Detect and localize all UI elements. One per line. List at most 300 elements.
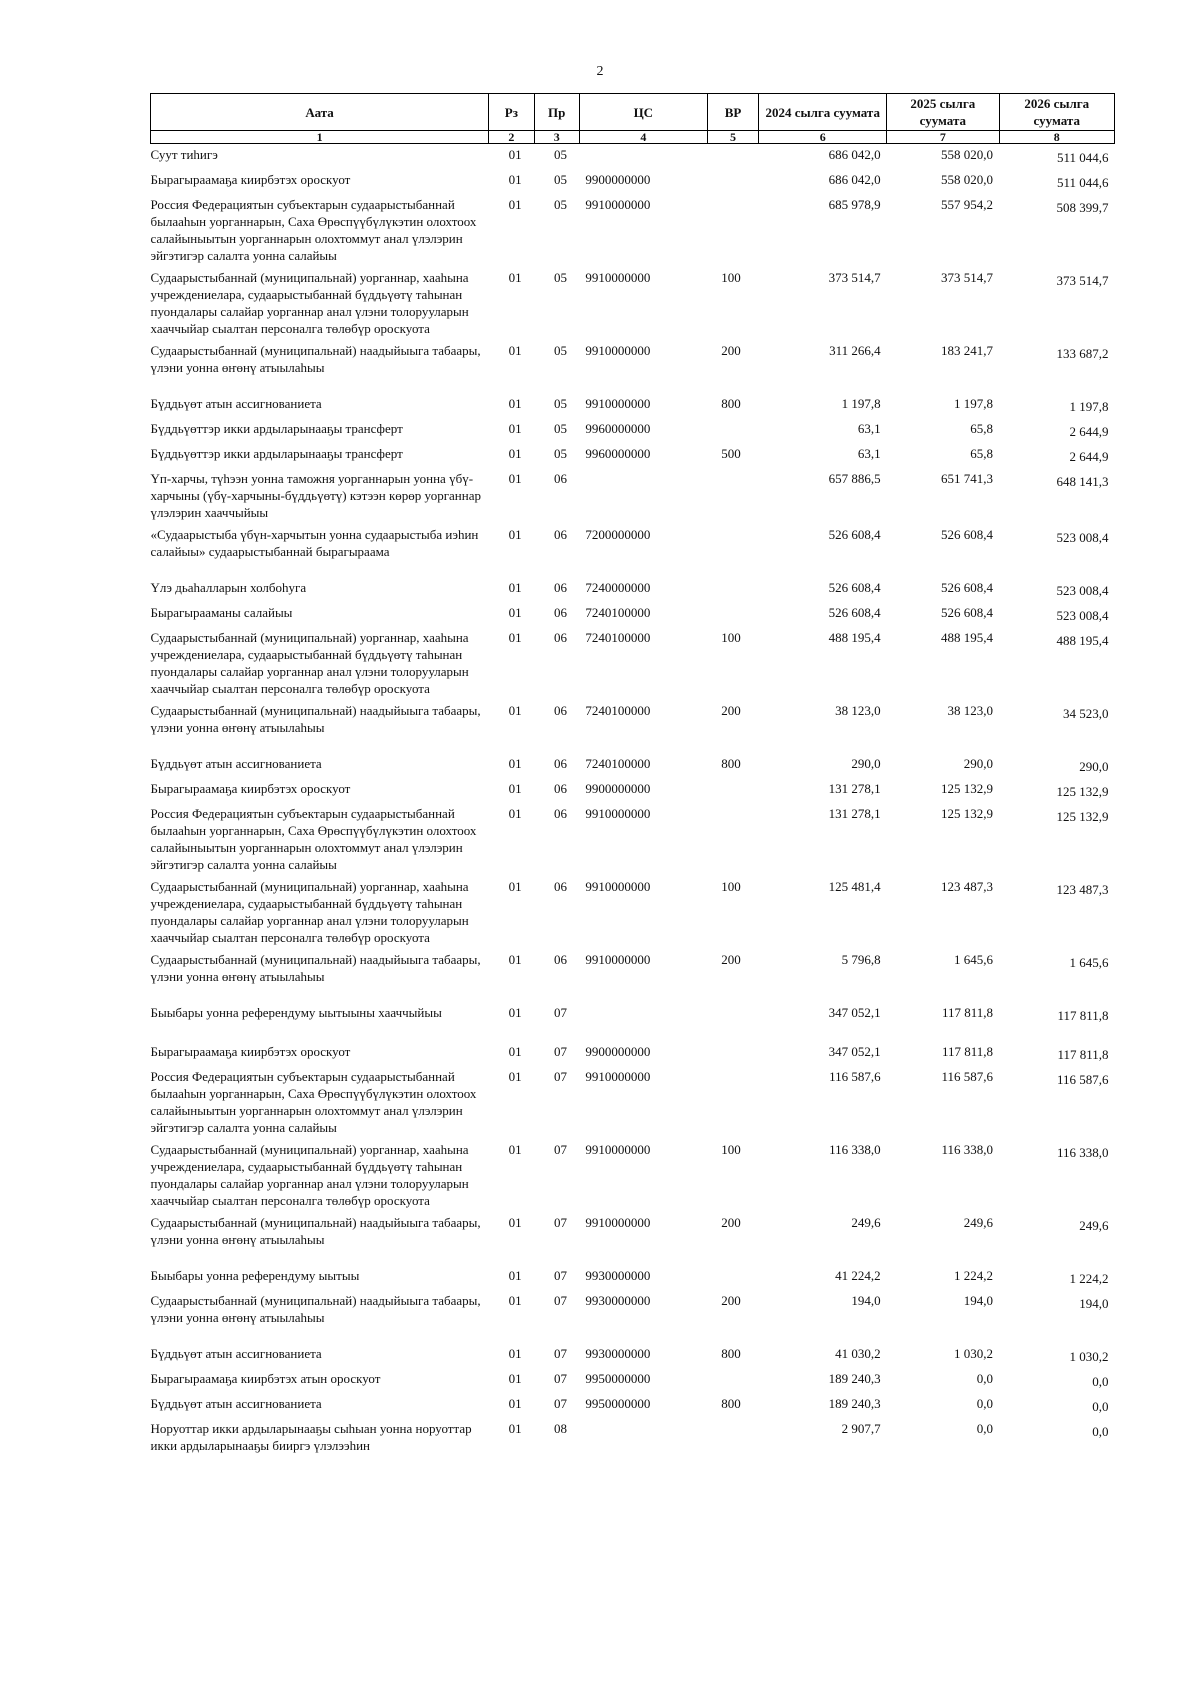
target-article-code: 9910000000 — [585, 952, 651, 967]
table-row — [151, 144, 1115, 170]
item-name: Быыбары уонна референдуму ыытыыны хааччыйыы — [150, 1005, 442, 1020]
item-name: Россия Федерациятын субъектарын судаарыстыбаннай былааһын уорганнарын, Саха Өрөспүүбүлүкэтин олохтоох салайыныытын уорганнарын олохтоммут анал үлэлэрин эйгэтигэр салалта уонна салайыы — [150, 806, 477, 872]
expense-type-code — [707, 194, 759, 267]
amount-2025: 0,0 — [976, 1371, 993, 1386]
amount-2024: 125 481,4 — [828, 879, 881, 894]
amount-2026: 133 687,2 — [1056, 346, 1109, 361]
section-code: 01 — [508, 1346, 522, 1361]
subsection-code: 05 — [554, 396, 568, 411]
subsection-code: 06 — [554, 952, 568, 967]
subsection-code: 05 — [554, 270, 568, 285]
item-name: Бырагыраамаҕа киирбэтэх ороскуот — [150, 1044, 351, 1059]
amount-2026: 116 338,0 — [1056, 1145, 1109, 1160]
amount-2026: 523 008,4 — [1056, 530, 1109, 545]
amount-2025: 183 241,7 — [941, 343, 993, 358]
subsection-code: 06 — [554, 580, 568, 595]
target-article-code: 9910000000 — [585, 270, 651, 285]
amount-2024: 526 608,4 — [828, 580, 881, 595]
table-row — [151, 393, 1115, 418]
subsection-code: 06 — [554, 879, 568, 894]
section-code: 01 — [508, 605, 522, 620]
amount-2025: 125 132,9 — [941, 781, 993, 796]
item-name: Бырагыраамаҕа киирбэтэх атын ороскуот — [150, 1371, 381, 1386]
row-spacer — [151, 988, 1115, 1002]
target-article-code — [579, 1002, 707, 1027]
amount-2024: 116 338,0 — [829, 1142, 881, 1157]
table-body — [151, 144, 1115, 1458]
expense-type-code — [707, 1368, 759, 1393]
section-code: 01 — [508, 1396, 522, 1411]
amount-2026: 116 587,6 — [1056, 1072, 1109, 1087]
table-row — [151, 803, 1115, 876]
amount-2024: 347 052,1 — [828, 1044, 881, 1059]
expense-type-code — [707, 602, 759, 627]
section-code: 01 — [508, 806, 522, 821]
target-article-code: 7240100000 — [585, 630, 651, 645]
subsection-code: 05 — [554, 197, 568, 212]
amount-2025: 117 811,8 — [941, 1044, 993, 1059]
target-article-code: 9910000000 — [585, 1069, 651, 1084]
expense-type-code: 100 — [721, 879, 741, 894]
amount-2025: 526 608,4 — [941, 527, 993, 542]
amount-2024: 63,1 — [857, 446, 881, 461]
spacer-cell — [151, 988, 1115, 1002]
item-name: Бүддьүөт атын ассигнованиета — [150, 1396, 322, 1411]
amount-2026: 511 044,6 — [1056, 175, 1109, 190]
section-code: 01 — [508, 1215, 522, 1230]
table-row — [151, 577, 1115, 602]
amount-2024: 189 240,3 — [828, 1371, 881, 1386]
expense-type-code: 200 — [721, 703, 741, 718]
amount-2026: 648 141,3 — [1056, 474, 1109, 489]
item-name: Судаарыстыбаннай (муниципальнай) уорганнар, хааһына учреждениелара, судаарыстыбаннай бүддьүөтү таһынан пуондалары салайар уорганнар анал үлэни толорууларын хааччыйар сыалтан персоналга төлөбүр ороскуота — [150, 630, 469, 696]
amount-2025: 116 338,0 — [941, 1142, 993, 1157]
item-name: Норуоттар икки ардыларынааҕы сыһыан уонна норуоттар икки ардыларынааҕы бииргэ үлэлээһин — [150, 1421, 472, 1453]
amount-2026: 508 399,7 — [1056, 200, 1109, 215]
target-article-code — [579, 468, 707, 524]
expense-type-code: 500 — [721, 446, 741, 461]
amount-2026: 523 008,4 — [1056, 608, 1109, 623]
target-article-code — [579, 144, 707, 170]
expense-type-code: 100 — [721, 630, 741, 645]
amount-2024: 488 195,4 — [828, 630, 881, 645]
amount-2026: 0,0 — [1092, 1399, 1109, 1414]
amount-2026: 125 132,9 — [1056, 784, 1109, 799]
section-code: 01 — [508, 421, 522, 436]
table-row — [151, 340, 1115, 379]
amount-2026: 1 645,6 — [1069, 955, 1109, 970]
subsection-code: 06 — [554, 806, 568, 821]
item-name: Судаарыстыбаннай (муниципальнай) уорганнар, хааһына учреждениелара, судаарыстыбаннай бүддьүөтү таһынан пуондалары салайар уорганнар анал үлэни толорууларын хааччыйар сыалтан персоналга төлөбүр ороскуота — [150, 270, 469, 336]
target-article-code: 9960000000 — [585, 446, 651, 461]
section-code: 01 — [508, 147, 522, 162]
target-article-code: 7240100000 — [585, 756, 651, 771]
table-row — [151, 468, 1115, 524]
amount-2024: 249,6 — [851, 1215, 881, 1230]
subsection-code: 07 — [554, 1069, 568, 1084]
section-code: 01 — [508, 1268, 522, 1283]
target-article-code: 7240100000 — [585, 703, 651, 718]
expense-type-code: 100 — [721, 270, 741, 285]
item-name: «Судаарыстыба үбүн-харчытын уонна судаарыстыба иэһин салайыы» судаарыстыбаннай бырагыраама — [150, 527, 479, 559]
section-code: 01 — [508, 343, 522, 358]
item-name: Бырагырааманы салайыы — [150, 605, 293, 620]
amount-2025: 1 030,2 — [954, 1346, 993, 1361]
subsection-code: 06 — [554, 756, 568, 771]
row-spacer — [151, 1329, 1115, 1343]
amount-2025: 117 811,8 — [941, 1005, 993, 1020]
item-name: Быыбары уонна референдуму ыытыы — [150, 1268, 360, 1283]
item-name: Судаарыстыбаннай (муниципальнай) наадыйыыга табаары, үлэни уонна өҥөнү атыылаһыы — [150, 343, 481, 375]
table-row — [151, 418, 1115, 443]
column-number: 5 — [707, 131, 759, 144]
table-row — [151, 1265, 1115, 1290]
amount-2024: 686 042,0 — [828, 172, 881, 187]
table-row — [151, 778, 1115, 803]
spacer-cell — [151, 1027, 1115, 1041]
expense-type-code — [707, 577, 759, 602]
amount-2025: 526 608,4 — [941, 580, 993, 595]
spacer-cell — [151, 739, 1115, 753]
expense-type-code: 800 — [721, 1346, 741, 1361]
subsection-code: 07 — [554, 1005, 568, 1020]
section-code: 01 — [508, 527, 522, 542]
table-header — [151, 94, 1115, 144]
subsection-code: 07 — [554, 1142, 568, 1157]
header-2024: 2024 сылга суумата — [759, 94, 887, 131]
spacer-cell — [151, 563, 1115, 577]
expense-type-code — [707, 468, 759, 524]
section-code: 01 — [508, 197, 522, 212]
item-name: Судаарыстыбаннай (муниципальнай) наадыйыыга табаары, үлэни уонна өҥөнү атыылаһыы — [150, 1215, 481, 1247]
amount-2025: 557 954,2 — [941, 197, 993, 212]
subsection-code: 07 — [554, 1215, 568, 1230]
section-code: 01 — [508, 1421, 522, 1436]
amount-2025: 651 741,3 — [941, 471, 993, 486]
amount-2025: 249,6 — [963, 1215, 993, 1230]
expense-type-code — [707, 778, 759, 803]
table-row — [151, 876, 1115, 949]
target-article-code: 7240000000 — [585, 580, 651, 595]
item-name: Судаарыстыбаннай (муниципальнай) наадыйыыга табаары, үлэни уонна өҥөнү атыылаһыы — [150, 952, 481, 984]
item-name: Бүддьүөт атын ассигнованиета — [150, 1346, 322, 1361]
subsection-code: 07 — [554, 1268, 568, 1283]
section-code: 01 — [508, 446, 522, 461]
target-article-code: 9960000000 — [585, 421, 651, 436]
amount-2026: 0,0 — [1092, 1374, 1109, 1389]
amount-2026: 373 514,7 — [1056, 273, 1109, 288]
target-article-code: 9910000000 — [585, 879, 651, 894]
target-article-code: 9910000000 — [585, 1142, 651, 1157]
header-rz: Рз — [489, 94, 534, 131]
amount-2024: 38 123,0 — [835, 703, 881, 718]
amount-2026: 249,6 — [1079, 1218, 1109, 1233]
section-code: 01 — [508, 1293, 522, 1308]
target-article-code: 9910000000 — [585, 396, 651, 411]
table-row — [151, 1393, 1115, 1418]
expense-type-code — [707, 418, 759, 443]
amount-2025: 488 195,4 — [941, 630, 993, 645]
target-article-code: 9910000000 — [585, 343, 651, 358]
section-code: 01 — [508, 1069, 522, 1084]
subsection-code: 06 — [554, 605, 568, 620]
amount-2025: 1 197,8 — [954, 396, 993, 411]
section-code: 01 — [508, 396, 522, 411]
spacer-cell — [151, 1329, 1115, 1343]
amount-2025: 194,0 — [963, 1293, 993, 1308]
amount-2026: 1 224,2 — [1069, 1271, 1109, 1286]
table-row — [151, 1368, 1115, 1393]
spacer-cell — [151, 1251, 1115, 1265]
section-code: 01 — [508, 172, 522, 187]
expense-type-code: 200 — [721, 1293, 741, 1308]
section-code: 01 — [508, 703, 522, 718]
item-name: Судаарыстыбаннай (муниципальнай) уорганнар, хааһына учреждениелара, судаарыстыбаннай бүддьүөтү таһынан пуондалары салайар уорганнар анал үлэни толорууларын хааччыйар сыалтан персоналга төлөбүр ороскуота — [150, 1142, 469, 1208]
amount-2026: 34 523,0 — [1063, 706, 1109, 721]
subsection-code: 06 — [554, 703, 568, 718]
expense-type-code: 800 — [721, 756, 741, 771]
amount-2026: 123 487,3 — [1056, 882, 1109, 897]
target-article-code: 9910000000 — [585, 197, 651, 212]
amount-2026: 125 132,9 — [1056, 809, 1109, 824]
amount-2026: 0,0 — [1092, 1424, 1109, 1439]
row-spacer — [151, 563, 1115, 577]
section-code: 01 — [508, 1044, 522, 1059]
amount-2025: 65,8 — [970, 446, 993, 461]
item-name: Суут тиһигэ — [150, 147, 218, 162]
expense-type-code — [707, 169, 759, 194]
amount-2024: 63,1 — [857, 421, 881, 436]
subsection-code: 07 — [554, 1396, 568, 1411]
target-article-code: 9930000000 — [585, 1346, 651, 1361]
subsection-code: 05 — [554, 421, 568, 436]
column-number: 6 — [759, 131, 887, 144]
header-name: Аата — [151, 94, 489, 131]
amount-2025: 558 020,0 — [941, 172, 993, 187]
expense-type-code — [707, 524, 759, 563]
amount-2025: 65,8 — [970, 421, 993, 436]
table-row — [151, 1418, 1115, 1457]
column-number: 2 — [489, 131, 534, 144]
table-row — [151, 1041, 1115, 1066]
row-spacer — [151, 379, 1115, 393]
target-article-code: 9900000000 — [585, 781, 651, 796]
subsection-code: 06 — [554, 781, 568, 796]
amount-2024: 131 278,1 — [828, 806, 881, 821]
amount-2024: 347 052,1 — [828, 1005, 881, 1020]
expense-type-code — [707, 1418, 759, 1457]
table-row — [151, 1212, 1115, 1251]
column-number: 7 — [887, 131, 999, 144]
expense-type-code — [707, 1265, 759, 1290]
section-code: 01 — [508, 1005, 522, 1020]
expense-type-code: 800 — [721, 396, 741, 411]
amount-2026: 1 197,8 — [1069, 399, 1109, 414]
amount-2025: 373 514,7 — [941, 270, 993, 285]
target-article-code: 7200000000 — [585, 527, 651, 542]
section-code: 01 — [508, 756, 522, 771]
row-spacer — [151, 739, 1115, 753]
table-row — [151, 1066, 1115, 1139]
item-name: Судаарыстыбаннай (муниципальнай) наадыйыыга табаары, үлэни уонна өҥөнү атыылаһыы — [150, 703, 481, 735]
amount-2024: 1 197,8 — [841, 396, 881, 411]
header-2025: 2025 сылга суумата — [887, 94, 999, 131]
page-number: 2 — [596, 64, 604, 79]
subsection-code: 08 — [554, 1421, 568, 1436]
subsection-code: 05 — [554, 446, 568, 461]
expense-type-code — [707, 803, 759, 876]
table-row — [151, 267, 1115, 340]
subsection-code: 06 — [554, 527, 568, 542]
item-name: Бүддьүөт атын ассигнованиета — [150, 396, 322, 411]
target-article-code: 9950000000 — [585, 1371, 651, 1386]
target-article-code — [579, 1418, 707, 1457]
column-number: 1 — [151, 131, 489, 144]
expense-type-code: 100 — [721, 1142, 741, 1157]
subsection-code: 06 — [554, 630, 568, 645]
table-row — [151, 443, 1115, 468]
amount-2024: 311 266,4 — [829, 343, 881, 358]
amount-2024: 194,0 — [851, 1293, 881, 1308]
amount-2024: 2 907,7 — [841, 1421, 881, 1436]
table-row — [151, 627, 1115, 700]
target-article-code: 9910000000 — [585, 806, 651, 821]
row-spacer — [151, 1027, 1115, 1041]
subsection-code: 07 — [554, 1044, 568, 1059]
amount-2026: 117 811,8 — [1057, 1047, 1109, 1062]
table-row — [151, 524, 1115, 563]
item-name: Судаарыстыбаннай (муниципальнай) уорганнар, хааһына учреждениелара, судаарыстыбаннай бүддьүөтү таһынан пуондалары салайар уорганнар анал үлэни толорууларын хааччыйар сыалтан персоналга төлөбүр ороскуота — [150, 879, 469, 945]
amount-2025: 38 123,0 — [947, 703, 993, 718]
amount-2024: 41 224,2 — [835, 1268, 881, 1283]
amount-2025: 558 020,0 — [941, 147, 993, 162]
header-vr: ВР — [707, 94, 759, 131]
table-row — [151, 700, 1115, 739]
amount-2024: 373 514,7 — [828, 270, 881, 285]
table-row — [151, 1290, 1115, 1329]
amount-2025: 123 487,3 — [941, 879, 993, 894]
expense-type-code: 800 — [721, 1396, 741, 1411]
table-row — [151, 753, 1115, 778]
amount-2024: 131 278,1 — [828, 781, 881, 796]
row-spacer — [151, 1251, 1115, 1265]
amount-2026: 488 195,4 — [1056, 633, 1109, 648]
amount-2024: 290,0 — [851, 756, 881, 771]
section-code: 01 — [508, 270, 522, 285]
expense-type-code — [707, 1066, 759, 1139]
expense-type-code: 200 — [721, 952, 741, 967]
table-row — [151, 194, 1115, 267]
spacer-cell — [151, 379, 1115, 393]
subsection-code: 05 — [554, 172, 568, 187]
subsection-code: 07 — [554, 1371, 568, 1386]
amount-2024: 41 030,2 — [835, 1346, 881, 1361]
amount-2025: 0,0 — [976, 1396, 993, 1411]
target-article-code: 9900000000 — [585, 1044, 651, 1059]
amount-2025: 1 224,2 — [954, 1268, 993, 1283]
item-name: Үлэ дьаһалларын холбоһуга — [150, 580, 307, 595]
target-article-code: 9910000000 — [585, 1215, 651, 1230]
expense-type-code — [707, 1002, 759, 1027]
amount-2026: 1 030,2 — [1069, 1349, 1109, 1364]
amount-2026: 2 644,9 — [1069, 424, 1109, 439]
table-row — [151, 949, 1115, 988]
amount-2026: 523 008,4 — [1056, 583, 1109, 598]
item-name: Бырагыраамаҕа киирбэтэх ороскуот — [150, 172, 351, 187]
expense-type-code — [707, 1041, 759, 1066]
amount-2025: 0,0 — [976, 1421, 993, 1436]
column-number: 4 — [579, 131, 707, 144]
expense-type-code: 200 — [721, 1215, 741, 1230]
item-name: Бүддьүөттэр икки ардыларынааҕы трансферт — [150, 421, 403, 436]
amount-2024: 526 608,4 — [828, 605, 881, 620]
amount-2026: 2 644,9 — [1069, 449, 1109, 464]
section-code: 01 — [508, 781, 522, 796]
header-2026: 2026 сылга суумата — [999, 94, 1115, 131]
amount-2024: 657 886,5 — [828, 471, 881, 486]
section-code: 01 — [508, 630, 522, 645]
amount-2024: 526 608,4 — [828, 527, 881, 542]
section-code: 01 — [508, 879, 522, 894]
amount-2026: 511 044,6 — [1056, 150, 1109, 165]
subsection-code: 07 — [554, 1346, 568, 1361]
budget-table — [150, 93, 1115, 1457]
header-pr: Пр — [534, 94, 579, 131]
amount-2024: 685 978,9 — [828, 197, 881, 212]
subsection-code: 07 — [554, 1293, 568, 1308]
subsection-code: 06 — [554, 471, 568, 486]
amount-2024: 189 240,3 — [828, 1396, 881, 1411]
expense-type-code — [707, 144, 759, 170]
subsection-code: 05 — [554, 147, 568, 162]
amount-2025: 1 645,6 — [954, 952, 993, 967]
amount-2026: 290,0 — [1079, 759, 1109, 774]
subsection-code: 05 — [554, 343, 568, 358]
target-article-code: 7240100000 — [585, 605, 651, 620]
table-row — [151, 169, 1115, 194]
table-row — [151, 1343, 1115, 1368]
table-row — [151, 1139, 1115, 1212]
table-row — [151, 1002, 1115, 1027]
amount-2024: 686 042,0 — [828, 147, 881, 162]
target-article-code: 9950000000 — [585, 1396, 651, 1411]
item-name: Судаарыстыбаннай (муниципальнай) наадыйыыга табаары, үлэни уонна өҥөнү атыылаһыы — [150, 1293, 481, 1325]
amount-2025: 290,0 — [963, 756, 993, 771]
item-name: Бүддьүөттэр икки ардыларынааҕы трансферт — [150, 446, 403, 461]
section-code: 01 — [508, 1371, 522, 1386]
target-article-code: 9930000000 — [585, 1293, 651, 1308]
item-name: Россия Федерациятын субъектарын судаарыстыбаннай былааһын уорганнарын, Саха Өрөспүүбүлүкэтин олохтоох салайыныытын уорганнарын олохтоммут анал үлэлэрин эйгэтигэр салалта уонна салайыы — [150, 197, 477, 263]
amount-2024: 116 587,6 — [829, 1069, 881, 1084]
item-name: Бүддьүөт атын ассигнованиета — [150, 756, 322, 771]
expense-type-code: 200 — [721, 343, 741, 358]
amount-2026: 117 811,8 — [1057, 1008, 1109, 1023]
amount-2025: 116 587,6 — [941, 1069, 993, 1084]
amount-2025: 526 608,4 — [941, 605, 993, 620]
target-article-code: 9900000000 — [585, 172, 651, 187]
amount-2024: 5 796,8 — [841, 952, 881, 967]
section-code: 01 — [508, 580, 522, 595]
column-number: 8 — [999, 131, 1115, 144]
target-article-code: 9930000000 — [585, 1268, 651, 1283]
table-row — [151, 602, 1115, 627]
amount-2026: 194,0 — [1079, 1296, 1109, 1311]
section-code: 01 — [508, 471, 522, 486]
header-cs: ЦС — [579, 94, 707, 131]
column-number: 3 — [534, 131, 579, 144]
section-code: 01 — [508, 952, 522, 967]
item-name: Бырагыраамаҕа киирбэтэх ороскуот — [150, 781, 351, 796]
